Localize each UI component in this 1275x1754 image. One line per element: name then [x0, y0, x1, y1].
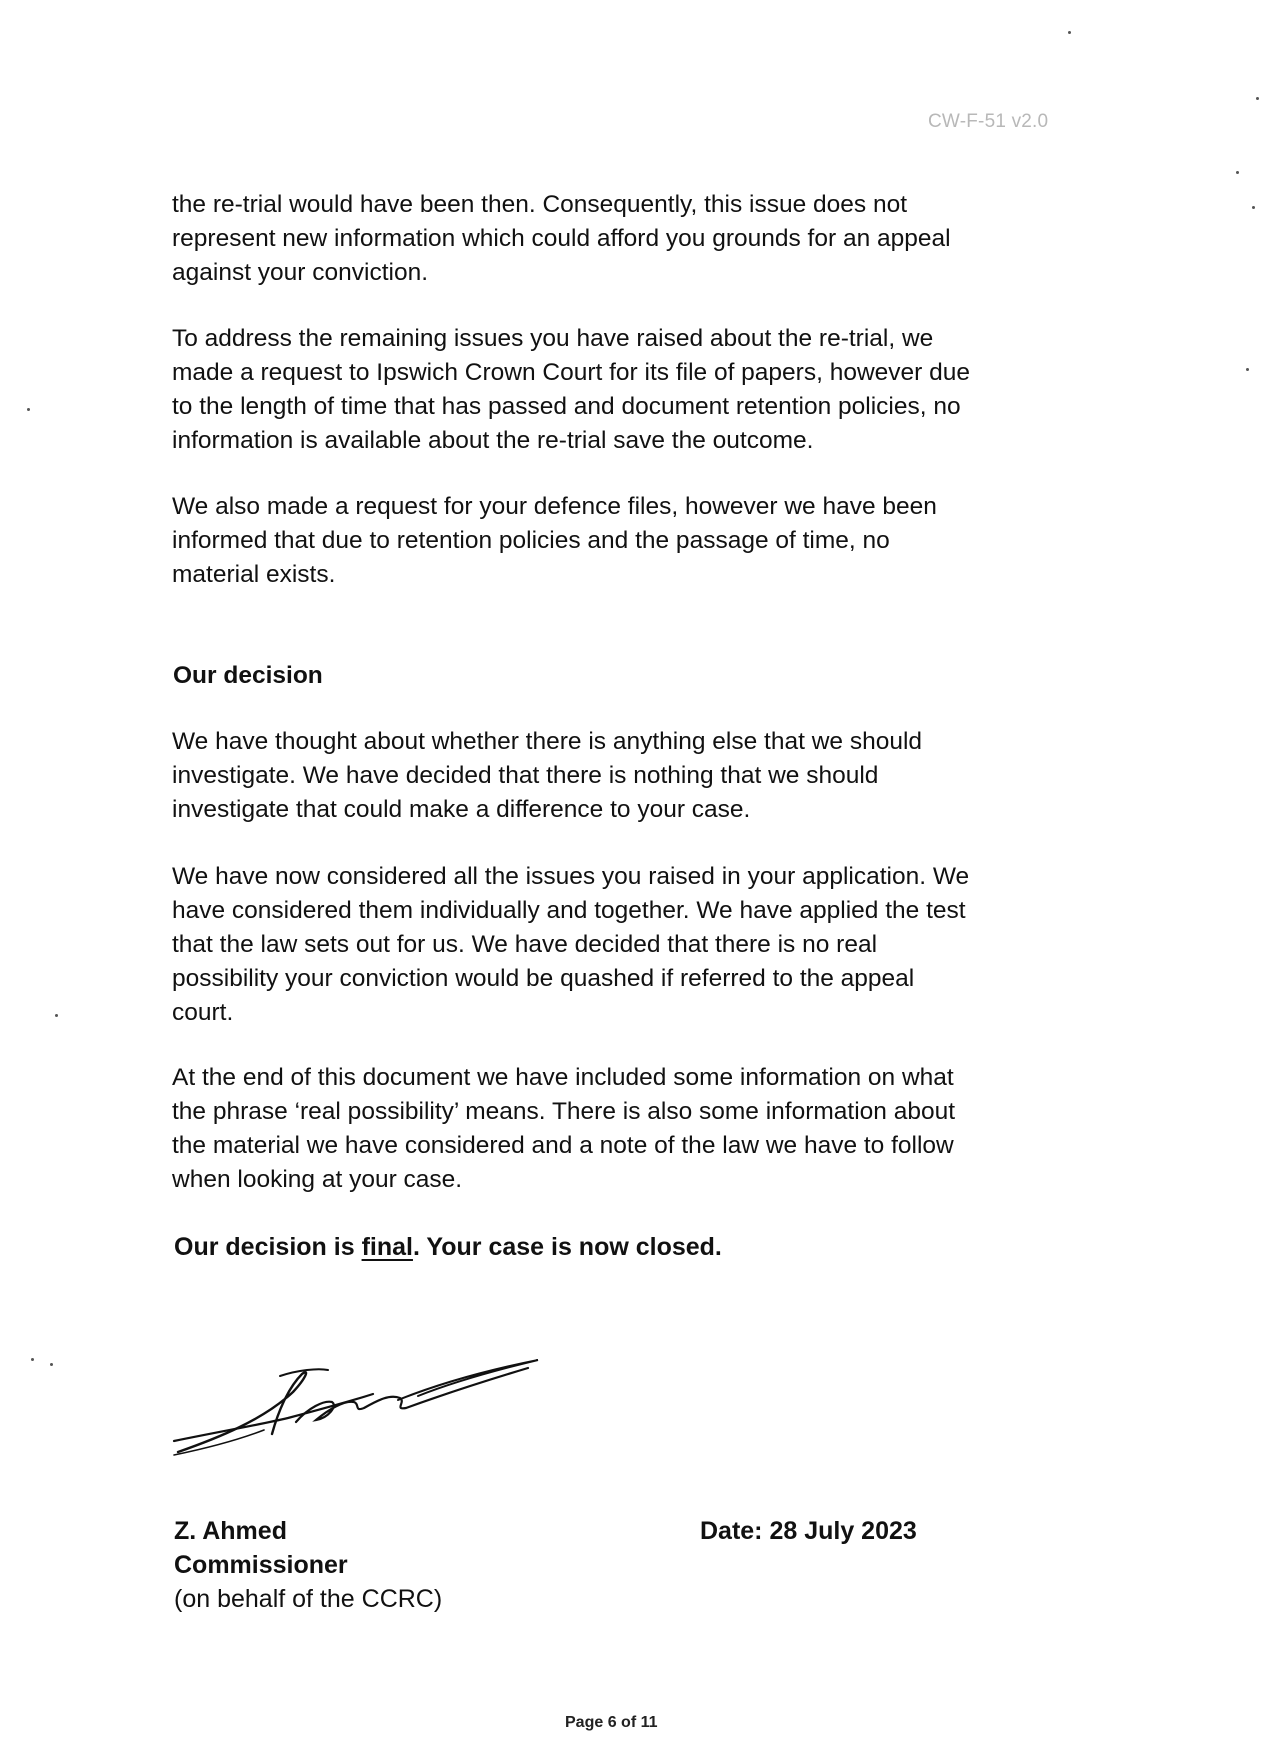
- scan-speck: [1256, 97, 1259, 100]
- page-prefix: Page: [565, 1714, 608, 1731]
- signature-block: [174, 1514, 442, 1616]
- closing-before: Our decision is: [174, 1233, 362, 1261]
- page-middle: of: [616, 1714, 641, 1731]
- signatory-name: Z. Ahmed: [174, 1517, 287, 1545]
- closing-emphasis: final: [361, 1233, 413, 1261]
- scan-speck: [1236, 171, 1239, 174]
- closing-statement: [174, 1230, 722, 1264]
- decision-heading: Our decision: [173, 662, 323, 689]
- signature-date: Date: 28 July 2023: [700, 1517, 917, 1545]
- scan-speck: [50, 1363, 53, 1366]
- signatory-note: (on behalf of the CCRC): [174, 1585, 443, 1613]
- scan-speck: [55, 1014, 58, 1017]
- paragraph-consideration: We have now considered all the issues you raised in your application. We have considered them individually and together. We have applied the test that the law sets out for us. We have decided that there is no real possibility your conviction would be quashed if referred to the appeal court.: [172, 863, 970, 1026]
- page-total: 11: [640, 1714, 658, 1731]
- scan-speck: [1068, 31, 1071, 34]
- form-code: CW-F-51 v2.0: [928, 111, 1049, 132]
- scan-speck: [1246, 368, 1249, 371]
- signatory-title: Commissioner: [174, 1551, 348, 1579]
- scan-speck: [31, 1358, 34, 1361]
- scan-speck: [1252, 206, 1255, 209]
- paragraph-defence-files: We also made a request for your defence files, however we have been informed that due to retention policies and the passage of time, no material exists.: [172, 493, 937, 588]
- closing-after: . Your case is now closed.: [412, 1233, 722, 1261]
- scan-speck: [27, 408, 30, 411]
- paragraph-court-request: To address the remaining issues you have raised about the re-trial, we made a request to Ipswich Crown Court for its file of papers, however due to the length of time that has passed and document retention policies, no information is available about the re-trial save the outcome.: [172, 325, 970, 454]
- page-number: [565, 1714, 658, 1732]
- handwritten-signature: [168, 1330, 548, 1460]
- paragraph-retrial-issue: the re-trial would have been then. Consequently, this issue does not represent new information which could afford you grounds for an appeal against your conviction.: [172, 191, 951, 286]
- paragraph-further-information: At the end of this document we have included some information on what the phrase ‘real possibility’ means. There is also some information about the material we have considered and a note of the law we have to follow when looking at your case.: [172, 1064, 956, 1193]
- paragraph-investigation: We have thought about whether there is anything else that we should investigate. We have decided that there is nothing that we should investigate that could make a difference to your case.: [172, 728, 923, 823]
- page-current: 6: [607, 1714, 617, 1731]
